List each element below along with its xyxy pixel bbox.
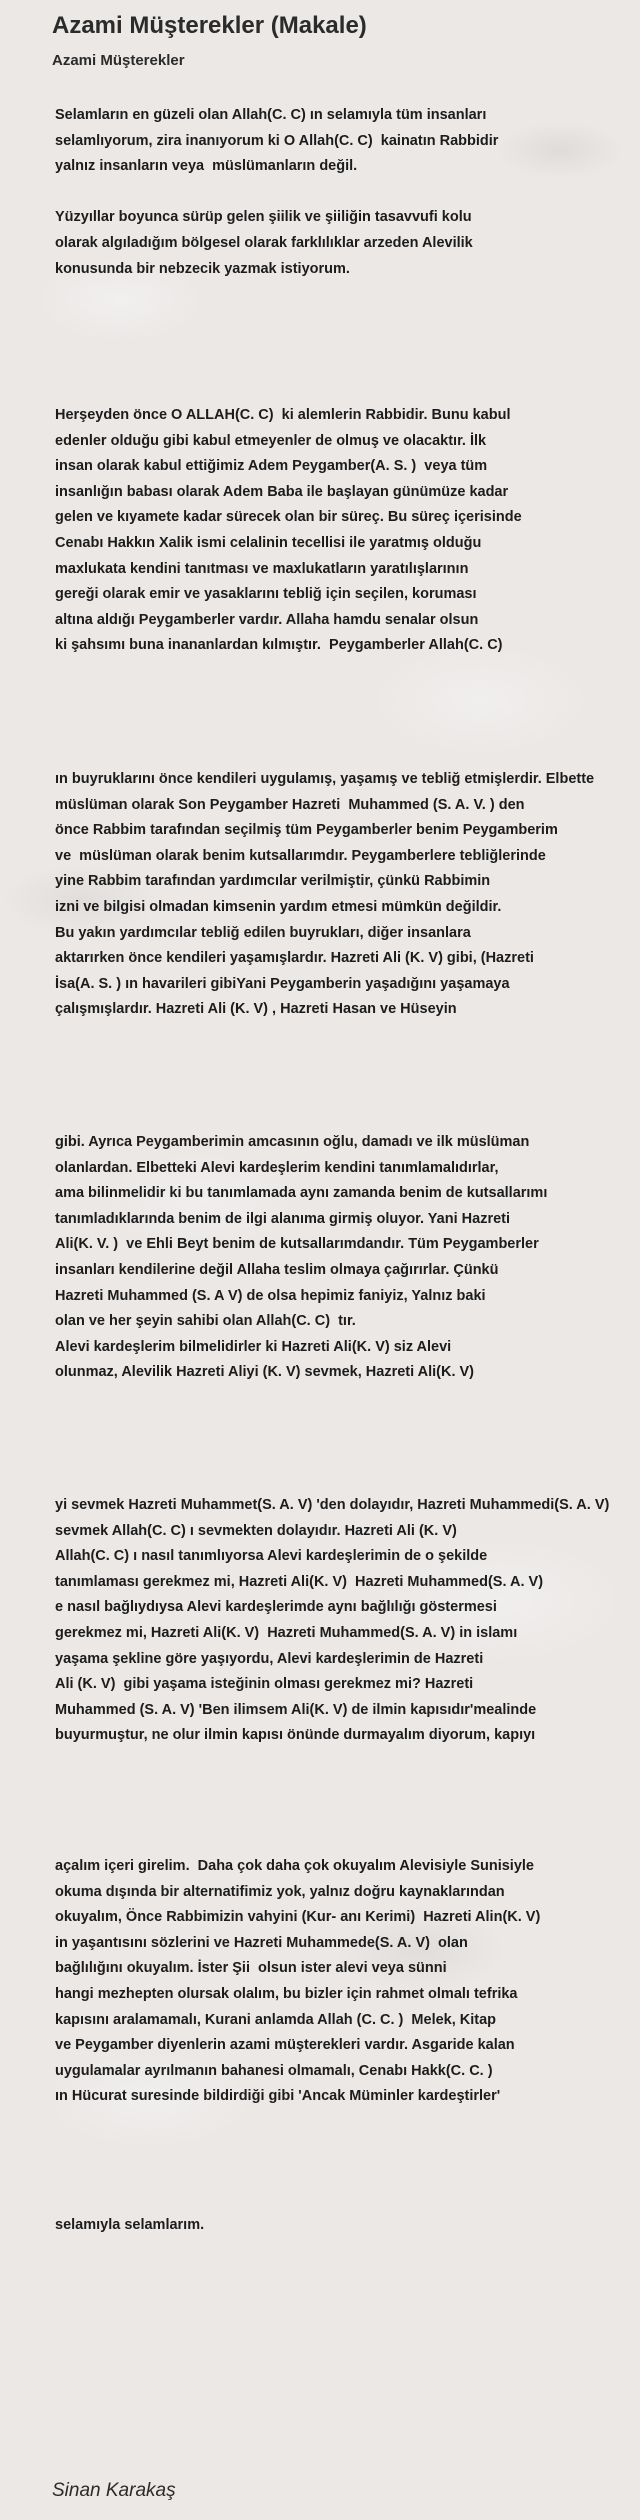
article-title: Azami Müşterekler (Makale) [52, 12, 367, 39]
paragraph-intro: Selamların en güzeli olan Allah(C. C) ın selamıyla tüm insanları selamlıyorum, zira inanıyorum ki O Allah(C. C) kainatın Rabbidir yalnız insanların veya müslümanların değil. Yüzyıllar boyunca sürüp gelen şiilik ve şiiliğin tasavvufi kolu olarak algıladığım bölgesel olarak farklılıklar arzeden Alevilik konusunda bir nebzecik yazmak istiyorum. [55, 107, 499, 277]
paragraph-helpers: ın buyruklarını önce kendileri uygulamış, yaşamış ve tebliğ etmişlerdir. Elbette müslüman olarak Son Peygamber Hazreti Muhammed (S. A. V. ) den önce Rabbim tarafından seçilmiş tüm Peygamberler benim Peygamberim ve müslüman olarak benim kutsallarımdır. Peygamberlere tebliğlerinde yine Rabbim tarafından yardımcılar verilmiştir, çünkü Rabbimin izni ve bilgisi olmadan kimsenin yardım etmesi mümkün değildir. Bu yakın yardımcılar tebliğ edilen buyrukları, diğer insanlara aktarırken önce kendileri yaşamışlardır. Hazreti Ali (K. V) gibi, (Hazreti İsa(A. S. ) ın havarileri gibiYani Peygamberin yaşadığını yaşamaya çalışmışlardır. Hazreti Ali (K. V) , Hazreti Hasan ve Hüseyin [55, 771, 595, 1018]
author-name: Sinan Karakaş [52, 2480, 176, 2501]
paragraph-love: yi sevmek Hazreti Muhammet(S. A. V) 'den dolayıdır, Hazreti Muhammedi(S. A. V) sevmek Allah(C. C) ı sevmekten dolayıdır. Hazreti Ali (K. V) Allah(C. C) ı nasıl tanımlıyorsa Alevi kardeşlerimin de o şekilde tanımlaması gerekmez mi, Hazreti Ali(K. V) Hazreti Muhammed(S. A. V) e nasıl bağlıydıysa Alevi kardeşlerimde aynı bağlılığı göstermesi gerekmez mi, Hazreti Ali(K. V) Hazreti Muhammed(S. A. V) in islamı yaşama şekline göre yaşıyordu, Alevi kardeşlerimin de Hazreti Ali (K. V) gibi yaşama isteğinin olması gerekmez mi? Hazreti Muhammed (S. A. V) 'Ben ilimsem Ali(K. V) de ilmin kapısıdır'mealinde buyurmuştur, ne olur ilmin kapısı önünde durmayalım diyorum, kapıyı [55, 1497, 610, 1744]
article-subtitle: Azami Müşterekler [52, 52, 185, 69]
paragraph-reading: açalım içeri girelim. Daha çok daha çok okuyalım Alevisiyle Sunisiyle okuma dışında bir alternatifimiz yok, yalnız doğru kaynaklarından okuyalım, Önce Rabbimizin vahyini (Kur- anı Kerimi) Hazreti Alin(K. V) in yaşantısını sözlerini ve Hazreti Muhammede(S. A. V) olan bağlılığını okuyalım. İster Şii olsun ister alevi veya sünni hangi mezhepten olursak olalım, bu bizler için rahmet olmalı tefrika kapısını aralamamalı, Kurani anlamda Allah (C. C. ) Melek, Kitap ve Peygamber diyenlerin azami müşterekleri vardır. Asgaride kalan uygulamalar ayrılmanın bahanesi olmamalı, Cenabı Hakk(C. C. ) ın Hücurat suresinde bildirdiği gibi 'Ancak Müminler kardeştirler' [55, 1858, 541, 2105]
paragraph-prophets: Herşeyden önce O ALLAH(C. C) ki alemlerin Rabbidir. Bunu kabul edenler olduğu gibi kabul etmeyenler de olmuş ve olacaktır. İlk insan olarak kabul ettiğimiz Adem Peygamber(A. S. ) veya tüm insanlığın babası olarak Adem Baba ile başlayan günümüze kadar gelen ve kıyamete kadar sürecek olan bir süreç. Bu süreç içerisinde Cenabı Hakkın Xalik ismi celalinin tecellisi ile yaratmış olduğu maxlukata kendini tanıtması ve maxlukatların yaratılışlarının gereği olarak emir ve yasaklarını tebliğ için seçilen, koruması altına aldığı Peygamberler vardır. Allaha hamdu senalar olsun ki şahsımı buna inananlardan kılmıştır. Peygamberler Allah(C. C) [55, 407, 522, 654]
paragraph-closing: selamıyla selamlarım. [55, 2217, 205, 2233]
paragraph-ali: gibi. Ayrıca Peygamberimin amcasının oğlu, damadı ve ilk müslüman olanlardan. Elbetteki Alevi kardeşlerim kendini tanımlamalıdırlar, ama bilinmelidir ki bu tanımlamada aynı zamanda benim de kutsallarımı tanımladıklarında benim de ilgi alanıma girmiş oluyor. Yani Hazreti Ali(K. V. ) ve Ehli Beyt benim de kutsallarımdandır. Tüm Peygamberler insanları kendilerine değil Allaha teslim olmaya çağırırlar. Çünkü Hazreti Muhammed (S. A V) de olsa hepimiz faniyiz, Yalnız baki olan ve her şeyin sahibi olan Allah(C. C) tır. Alevi kardeşlerim bilmelidirler ki Hazreti Ali(K. V) siz Alevi olunmaz, Alevilik Hazreti Aliyi (K. V) sevmek, Hazreti Ali(K. V) [55, 1134, 548, 1381]
